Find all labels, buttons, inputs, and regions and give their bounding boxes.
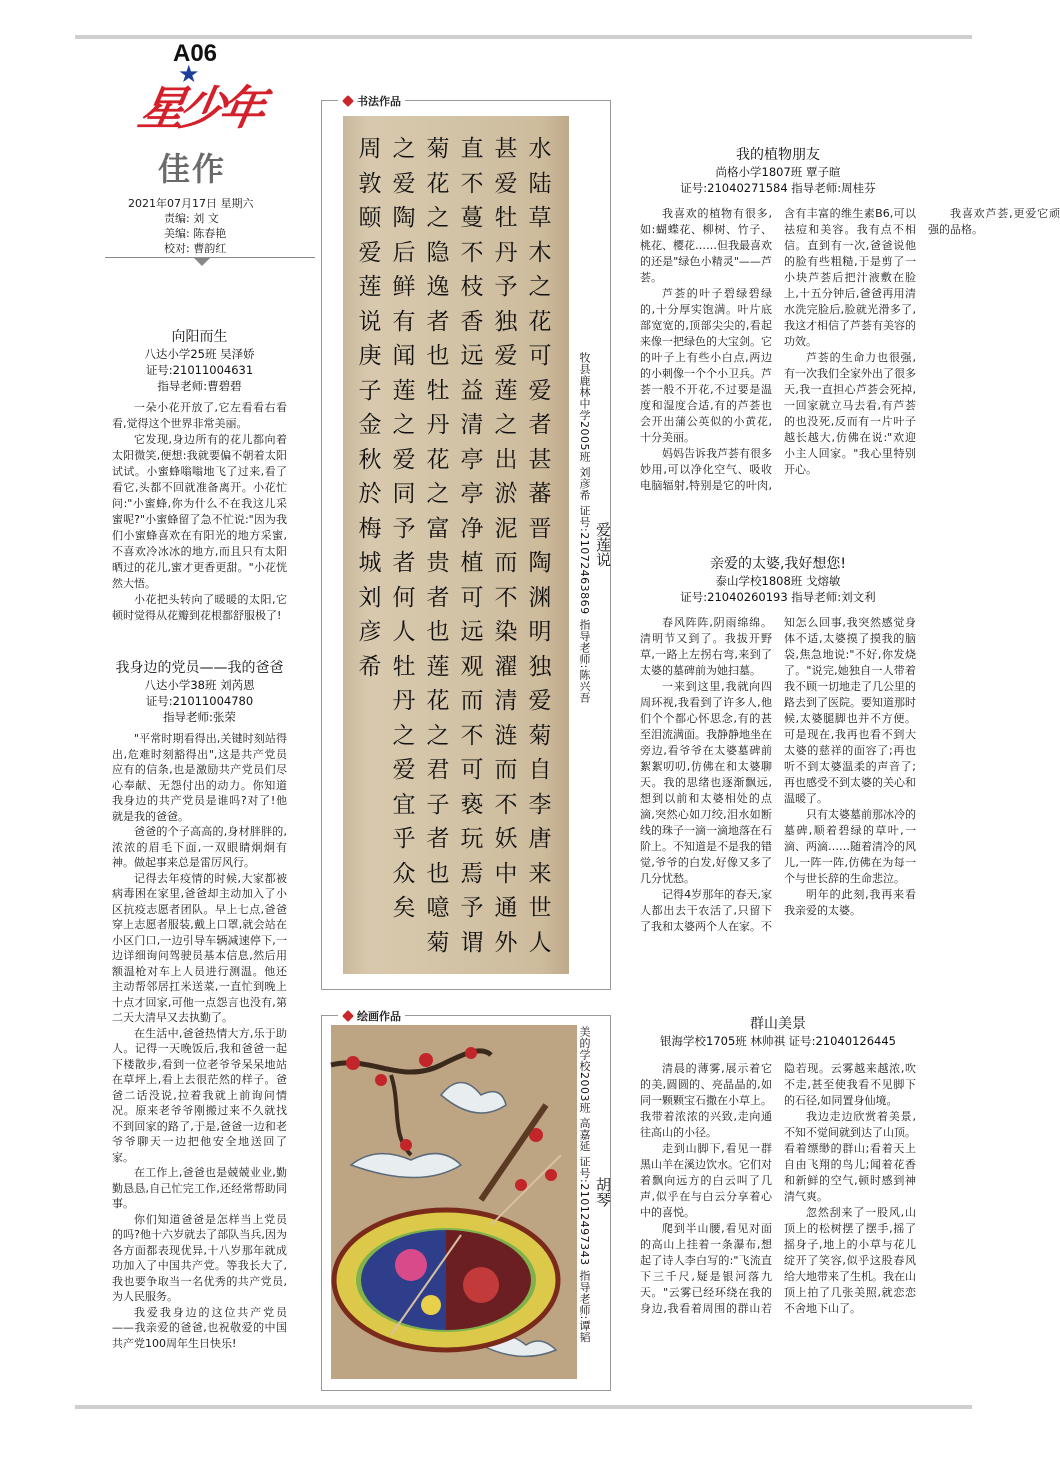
article-school: 八达小学38班 刘芮恩	[144, 678, 255, 692]
calligraphy-glyph: 谓	[460, 929, 484, 956]
calligraphy-glyph: 牡	[494, 205, 518, 231]
article-title: 群山美景	[750, 1016, 806, 1032]
calligraphy-glyph: 中	[494, 860, 518, 887]
article-cert-teacher: 证号:21040260193 指导老师:刘文利	[680, 590, 876, 604]
paragraph: 在工作上,爸爸也是兢兢业业,勤勤恳恳,自己忙完工作,还经常帮助同事。	[112, 1166, 287, 1210]
article-body	[640, 615, 916, 993]
paragraph: 妈妈告诉我芦荟有很多妙用,可以净化空气、吸收电脑辐射,特别是它的叶肉,含有丰富的维生素B6,可以祛痘和美容。我有点不相信。直到有一次,爸爸说他的脸有些粗糙,于是剪了一小块芦荟后把汁液敷在脸上,十五分钟后,爸爸再用清水洗完脸后,脸就光滑多了,我这才相信了芦荟有美容的功效。	[640, 207, 916, 492]
calligraphy-column	[527, 132, 553, 960]
paragraph: 芦荟的叶子碧绿碧绿的,十分厚实饱满。叶片底部宽宽的,顶部尖尖的,看起来像一把绿色的大宝剑。它的叶子上有些小白点,两边的小刺像一个个小卫兵。芦荟一般不开花,不过要是温度和湿度合适,有的芦荟也会开出蒲公英似的小黄花,十分美丽。	[640, 287, 772, 444]
calligraphy-glyph: 人	[528, 929, 552, 956]
article-xiangyang	[112, 328, 287, 624]
calligraphy-glyph: 贵	[426, 550, 450, 576]
paragraph: 清晨的薄雾,展示着它的美,圆圆的、亮晶晶的,如同一颗颗宝石撒在小草上。我带着浓浓的兴致,走向通往高山的小径。	[640, 1062, 772, 1139]
calligraphy-glyph: 之	[426, 205, 450, 231]
article-cert: 证号:21011004631	[145, 363, 254, 377]
calligraphy-glyph: 周	[358, 136, 382, 162]
calligraphy-glyph: 而	[494, 757, 518, 783]
calligraphy-glyph: 丹	[392, 688, 416, 714]
paragraph: 春风阵阵,阴雨绵绵。清明节又到了。我拔开野草,一路上左拐右弯,来到了太婆的墓碑前为她扫墓。	[640, 616, 772, 677]
paragraph: 芦荟的生命力也很强,有一次我们全家外出了很多天,我一直担心芦荟会死掉,一回家就立马去看,有芦荟的也没死,反而有一片叶子越长越大,仿佛在说:"欢迎小主人回家。"我心里特别开心。	[784, 351, 916, 476]
calligraphy-glyph: 晋	[528, 515, 552, 542]
article-taipo	[640, 555, 916, 993]
calligraphy-glyph: 秋	[358, 446, 382, 473]
star-icon: ★	[178, 60, 200, 88]
calligraphy-glyph: 莲	[358, 274, 382, 300]
calligraphy-glyph: 可	[528, 343, 552, 369]
calligraphy-glyph: 莲	[392, 377, 416, 404]
calligraphy-glyph: 清	[460, 412, 484, 438]
calligraphy-glyph: 独	[528, 653, 552, 680]
calligraphy-glyph: 不	[494, 584, 518, 611]
calligraphy-glyph: 之	[392, 722, 416, 749]
calligraphy-glyph: 明	[528, 619, 552, 645]
calligraphy-glyph: 菊	[426, 929, 450, 956]
issue-info	[128, 196, 268, 256]
article-title: 我身边的党员——我的爸爸	[115, 660, 284, 676]
calligraphy-glyph: 同	[392, 481, 416, 507]
calligraphy-glyph: 庚	[358, 343, 382, 369]
calligraphy-glyph: 丹	[426, 412, 450, 438]
calligraphy-glyph: 枝	[460, 274, 484, 300]
article-title: 向阳而生	[171, 329, 228, 345]
calligraphy-glyph: 爱	[358, 239, 382, 266]
huqin-painting	[331, 1025, 577, 1379]
calligraphy-glyph: 鲜	[392, 274, 416, 300]
paragraph: 走到山脚下,看见一群黑山羊在溪边饮水。它们对着飘向远方的白云叫了几声,似乎在与白云分享着心中的喜悦。	[640, 1142, 772, 1219]
article-zhiwu	[640, 146, 1060, 506]
article-school: 泰山学校1808班 戈熔敏	[715, 574, 841, 588]
calligraphy-glyph: 梅	[358, 515, 382, 542]
calligraphy-glyph: 之	[426, 481, 450, 507]
paragraph: 一来到这里,我就向四周环视,我看到了许多人,他们个个都心怀思念,有的甚至泪流满面。我静静地坐在旁边,看爷爷在太婆墓碑前絮絮叨叨,仿佛在和太婆聊天。我的思绪也逐渐飘远,想到以前和太婆相处的点滴,突然心如刀绞,泪水如断线的珠子一滴一滴地落在石阶上。不知道是不是我的错觉,爷爷的白发,好像又多了几分忧愁。	[640, 680, 772, 885]
calligraphy-glyph: 而	[494, 550, 518, 576]
calligraphy-glyph: 之	[392, 136, 416, 162]
calligraphy-glyph: 富	[426, 515, 450, 542]
brush-icon	[342, 1010, 354, 1022]
article-body	[112, 731, 287, 1351]
paragraph: 我喜欢的植物有很多,如:蝴蝶花、柳树、竹子、桃花、樱花……但我最喜欢的还是"绿色小精灵"——芦荟。	[640, 207, 772, 284]
article-title: 我的植物朋友	[736, 147, 820, 163]
calligraphy-glyph: 於	[358, 481, 382, 507]
art-editor-line: 美编: 陈春艳	[164, 227, 227, 240]
calligraphy-glyph: 渊	[528, 584, 552, 611]
paragraph: 爸爸的个子高高的,身材胖胖的,浓浓的眉毛下面,一双眼睛炯炯有神。做起事来总是雷厉风行。	[112, 825, 287, 869]
calligraphy-glyph: 玩	[460, 826, 484, 852]
paragraph: 我爱我身边的这位共产党员——我亲爱的爸爸,也祝敬爱的中国共产党100周年生日快乐!	[112, 1305, 287, 1350]
calligraphy-title: 爱莲说	[594, 522, 612, 567]
article-body	[640, 1061, 916, 1387]
calligraphy-glyph: 外	[494, 929, 518, 956]
paragraph: 我边走边欣赏着美景,不知不觉间就到达了山顶。看着缥缈的群山;看着天上自由飞翔的鸟儿;闻着花香和新鲜的空气,顿时感到神清气爽。	[784, 1110, 916, 1203]
calligraphy-glyph: 妖	[494, 826, 518, 852]
calligraphy-glyph: 木	[528, 239, 552, 266]
calligraphy-column	[459, 132, 485, 960]
calligraphy-glyph: 者	[392, 550, 416, 576]
calligraphy-glyph: 花	[426, 446, 450, 473]
article-school: 八达小学25班 吴泽娇	[144, 347, 255, 361]
article-cert: 证号:21011004780	[145, 694, 254, 708]
top-rule	[75, 35, 972, 39]
paragraph: 只有太婆墓前那冰冷的墓碑,顺着碧绿的草叶,一滴、两滴……随着清冷的风儿,一阵一阵,仿佛在为每一个与世长辞的生命悲泣。	[784, 808, 916, 885]
painting-label	[338, 1008, 405, 1024]
paragraph: "平常时期看得出,关键时刻站得出,危难时刻豁得出",这是共产党员应有的信条,也是激励共产党员们尽心奉献、无怨付出的动力。你知道我身边的共产党员是谁吗?对了!他就是我的爸爸。	[112, 732, 287, 823]
calligraphy-glyph: 远	[460, 619, 484, 645]
calligraphy-glyph: 植	[460, 550, 484, 576]
calligraphy-glyph: 独	[494, 308, 518, 335]
paragraph: 在生活中,爸爸热情大方,乐于助人。记得一天晚饭后,我和爸爸一起下楼散步,看到一位老爷爷呆呆地站在草坪上,看上去很茫然的样子。爸爸二话没说,拉着我就上前询问情况。原来老爷爷刚搬过来不久就找不到回家的路了,于是,爸爸一边和老爷爷聊天一边把他安全地送回了家。	[112, 1026, 287, 1164]
paragraph: 记得4岁那年的春天,家人都出去干农活了,只留下了我和太婆两个人在家。不知怎么回事,我突然感觉身体不适,太婆摸了摸我的脑袋,焦急地说:"不好,你发烧了。"说完,她独自一人带着我不顾一切地走了几公里的路去到了医院。要知道那时候,太婆腿脚也并不方便。可是现在,我再也看不到大太婆的慈祥的面容了;再也听不到太婆温柔的声音了;再也感受不到太婆的关心和温暖了。	[640, 616, 916, 933]
calligraphy-column	[493, 132, 519, 960]
calligraphy-glyph: 子	[358, 377, 382, 404]
calligraphy-text	[355, 124, 557, 966]
calligraphy-glyph: 之	[528, 274, 552, 300]
calligraphy-glyph: 牡	[426, 377, 450, 404]
calligraphy-glyph: 泥	[494, 515, 518, 542]
calligraphy-glyph: 直	[460, 136, 484, 162]
calligraphy-glyph: 说	[358, 308, 382, 335]
calligraphy-glyph: 之	[426, 722, 450, 749]
paragraph: 它发现,身边所有的花儿都向着太阳微笑,便想:我就要偏不朝着太阳试试。小蜜蜂嗡嗡地飞了过来,看了看它,头都不回就准备离开。小花忙问:"小蜜蜂,你为什么不在我这儿采蜜呢?"小蜜蜂留了急不忙说:"因为我们小蜜蜂喜欢在有阳光的地方采蜜,不喜欢冷冰冰的地方,而且只有太阳晒过的花儿,蜜才更香更甜。"小花恍然大悟。	[112, 433, 287, 590]
calligraphy-credit: 牧县鹿林中学2005班 刘彦希 证号:21072463869 指导老师:陈兴吾	[578, 352, 591, 704]
article-body	[640, 206, 1060, 506]
calligraphy-glyph: 也	[426, 860, 450, 887]
section-title: 佳作	[158, 150, 227, 188]
calligraphy-glyph: 焉	[460, 860, 484, 887]
calligraphy-glyph: 益	[460, 377, 484, 404]
paragraph: 爬到半山腰,看见对面的高山上挂着一条瀑布,想起了诗人李白写的:"飞流直下三千尺,疑是银河落九天。"云雾已经环绕在我的身边,我看着周围的群山若隐若现。云雾越来越浓,吹不走,甚至使我看不见脚下的石径,如同置身仙境。	[640, 1062, 916, 1315]
paragraph: 明年的此刻,我再来看我亲爱的太婆。	[784, 888, 916, 917]
calligraphy-glyph: 之	[392, 412, 416, 438]
calligraphy-glyph: 亭	[460, 481, 484, 507]
calligraphy-glyph: 唐	[528, 826, 552, 852]
brush-icon	[342, 95, 354, 107]
calligraphy-glyph: 矣	[392, 895, 416, 921]
calligraphy-glyph: 众	[392, 860, 416, 887]
painting-credit: 美的学校2003班 高嘉延 证号:21012497343 指导老师:谭韬	[578, 1026, 591, 1343]
calligraphy-glyph: 观	[460, 653, 484, 680]
calligraphy-label	[338, 93, 405, 109]
calligraphy-glyph: 丹	[494, 239, 518, 266]
calligraphy-glyph: 不	[460, 170, 484, 197]
calligraphy-glyph: 者	[426, 826, 450, 852]
calligraphy-glyph: 牡	[392, 653, 416, 680]
calligraphy-glyph: 敦	[358, 170, 382, 197]
calligraphy-glyph: 予	[494, 274, 518, 300]
calligraphy-glyph: 陶	[392, 205, 416, 231]
calligraphy-glyph: 蔓	[460, 205, 484, 231]
calligraphy-glyph: 金	[358, 412, 382, 438]
calligraphy-glyph: 颐	[358, 205, 382, 231]
article-teacher: 指导老师:张荣	[163, 710, 236, 724]
article-title: 亲爱的太婆,我好想您!	[709, 556, 847, 572]
calligraphy-glyph: 逸	[426, 274, 450, 300]
calligraphy-glyph: 草	[528, 205, 552, 231]
article-school: 尚格小学1807班 覃子暄	[715, 165, 841, 179]
calligraphy-glyph: 爱	[392, 446, 416, 473]
calligraphy-glyph: 李	[528, 791, 552, 818]
calligraphy-glyph: 水	[528, 136, 552, 162]
calligraphy-glyph: 不	[460, 722, 484, 749]
calligraphy-glyph: 通	[494, 895, 518, 921]
calligraphy-glyph: 者	[528, 412, 552, 438]
calligraphy-glyph: 菊	[426, 136, 450, 162]
calligraphy-glyph: 可	[460, 757, 484, 783]
calligraphy-glyph: 君	[426, 757, 450, 783]
article-body	[112, 400, 287, 624]
masthead-divider	[105, 257, 315, 269]
calligraphy-glyph: 城	[358, 550, 382, 576]
calligraphy-glyph: 宜	[392, 791, 416, 818]
calligraphy-glyph: 后	[392, 239, 416, 266]
calligraphy-glyph: 予	[392, 515, 416, 542]
calligraphy-glyph: 爱	[528, 688, 552, 714]
calligraphy-glyph: 予	[460, 895, 484, 921]
calligraphy-glyph: 染	[494, 619, 518, 645]
calligraphy-glyph: 爱	[494, 343, 518, 369]
calligraphy-glyph: 甚	[528, 446, 552, 473]
article-qunshan	[640, 1015, 916, 1387]
calligraphy-glyph: 来	[528, 860, 552, 887]
editor-line: 责编: 刘 文	[164, 212, 219, 225]
calligraphy-glyph: 亭	[460, 446, 484, 473]
calligraphy-glyph: 闻	[392, 343, 416, 369]
calligraphy-glyph: 彦	[358, 619, 382, 645]
calligraphy-glyph: 出	[494, 446, 518, 473]
calligraphy-glyph: 乎	[392, 826, 416, 852]
brand-logo: 星少年	[134, 81, 265, 135]
calligraphy-glyph: 陆	[528, 170, 552, 197]
calligraphy-glyph: 涟	[494, 722, 518, 749]
paragraph: 忽然刮来了一股风,山顶上的松树摆了摆手,摇了摇身子,地上的小草与花儿绽开了笑容,似乎这股春风给大地带来了生机。我在山顶上拍了几张美照,就恋恋不舍地下山了。	[784, 1206, 916, 1315]
calligraphy-glyph: 清	[494, 688, 518, 714]
painting-label-text: 绘画作品	[357, 1010, 401, 1023]
calligraphy-glyph: 何	[392, 584, 416, 611]
paragraph: 你们知道爸爸是怎样当上党员的吗?他十六岁就去了部队当兵,因为各方面都表现优异,十八岁那年就成功加入了中国共产党。等我长大了,我也要争取当一名优秀的共产党员,为人民服务。	[112, 1212, 287, 1303]
paragraph: 小花把头转向了暖暖的太阳,它顿时觉得从花瓣到花根都舒服极了!	[112, 593, 287, 622]
article-cert-teacher: 证号:21040271584 指导老师:周桂芬	[680, 181, 876, 195]
calligraphy-glyph: 莲	[494, 377, 518, 404]
calligraphy-glyph: 可	[460, 584, 484, 611]
calligraphy-glyph: 不	[460, 239, 484, 266]
calligraphy-glyph: 噫	[426, 895, 450, 921]
calligraphy-column	[357, 132, 383, 684]
paragraph: 一朵小花开放了,它左看看右看看,觉得这个世界非常美丽。	[112, 401, 287, 430]
calligraphy-glyph: 爱	[528, 377, 552, 404]
calligraphy-glyph: 不	[494, 791, 518, 818]
calligraphy-glyph: 花	[426, 170, 450, 197]
calligraphy-glyph: 子	[426, 791, 450, 818]
calligraphy-glyph: 濯	[494, 653, 518, 680]
calligraphy-glyph: 莲	[426, 653, 450, 680]
calligraphy-glyph: 花	[426, 688, 450, 714]
article-teacher: 指导老师:曹碧碧	[157, 379, 242, 393]
calligraphy-glyph: 陶	[528, 550, 552, 576]
article-school-cert: 银海学校1705班 林帅祺 证号:21040126445	[660, 1034, 896, 1048]
calligraphy-glyph: 爱	[494, 170, 518, 197]
calligraphy-glyph: 花	[528, 308, 552, 335]
calligraphy-column	[425, 132, 451, 960]
calligraphy-glyph: 世	[528, 895, 552, 921]
calligraphy-glyph: 者	[426, 308, 450, 335]
calligraphy-glyph: 者	[426, 584, 450, 611]
proofreader-line: 校对: 曹韵红	[164, 242, 227, 255]
calligraphy-glyph: 之	[494, 412, 518, 438]
calligraphy-glyph: 亵	[460, 791, 484, 818]
calligraphy-label-text: 书法作品	[357, 95, 401, 108]
calligraphy-glyph: 净	[460, 515, 484, 542]
calligraphy-glyph: 自	[528, 757, 552, 783]
paragraph: 我喜欢芦荟,更爱它顽强的品格。	[928, 207, 1060, 236]
calligraphy-glyph: 淤	[494, 481, 518, 507]
calligraphy-glyph: 爱	[392, 170, 416, 197]
paragraph: 记得去年疫情的时候,大家都被病毒困在家里,爸爸却主动加入了小区抗疫志愿者团队。早上七点,爸爸穿上志愿者服装,戴上口罩,就会站在小区门口,一边引导车辆减速停下,一边详细询问驾驶员基本信息,然后用额温枪对车上人员进行测温。他还主动帮邻居扛米送菜,一直忙到晚上十点才回家,可他一点怨言也没有,第二天大清早又去执勤了。	[112, 871, 287, 1024]
calligraphy-glyph: 甚	[494, 136, 518, 162]
calligraphy-glyph: 爱	[392, 757, 416, 783]
date-line: 2021年07月17日 星期六	[128, 197, 254, 210]
calligraphy-column	[391, 132, 417, 926]
page-number: A06	[173, 40, 218, 67]
article-dangyuan	[112, 659, 287, 1351]
calligraphy-glyph: 隐	[426, 239, 450, 266]
calligraphy-glyph: 远	[460, 343, 484, 369]
calligraphy-glyph: 菊	[528, 722, 552, 749]
calligraphy-glyph: 香	[460, 308, 484, 335]
bottom-rule	[75, 1405, 972, 1409]
calligraphy-glyph: 也	[426, 343, 450, 369]
calligraphy-glyph: 也	[426, 619, 450, 645]
calligraphy-glyph: 有	[392, 308, 416, 335]
calligraphy-glyph: 希	[358, 653, 382, 680]
calligraphy-glyph: 而	[460, 688, 484, 714]
calligraphy-glyph: 蕃	[528, 481, 552, 507]
calligraphy-glyph: 人	[392, 619, 416, 645]
calligraphy-glyph: 刘	[358, 584, 382, 611]
painting-title: 胡琴	[594, 1177, 612, 1207]
